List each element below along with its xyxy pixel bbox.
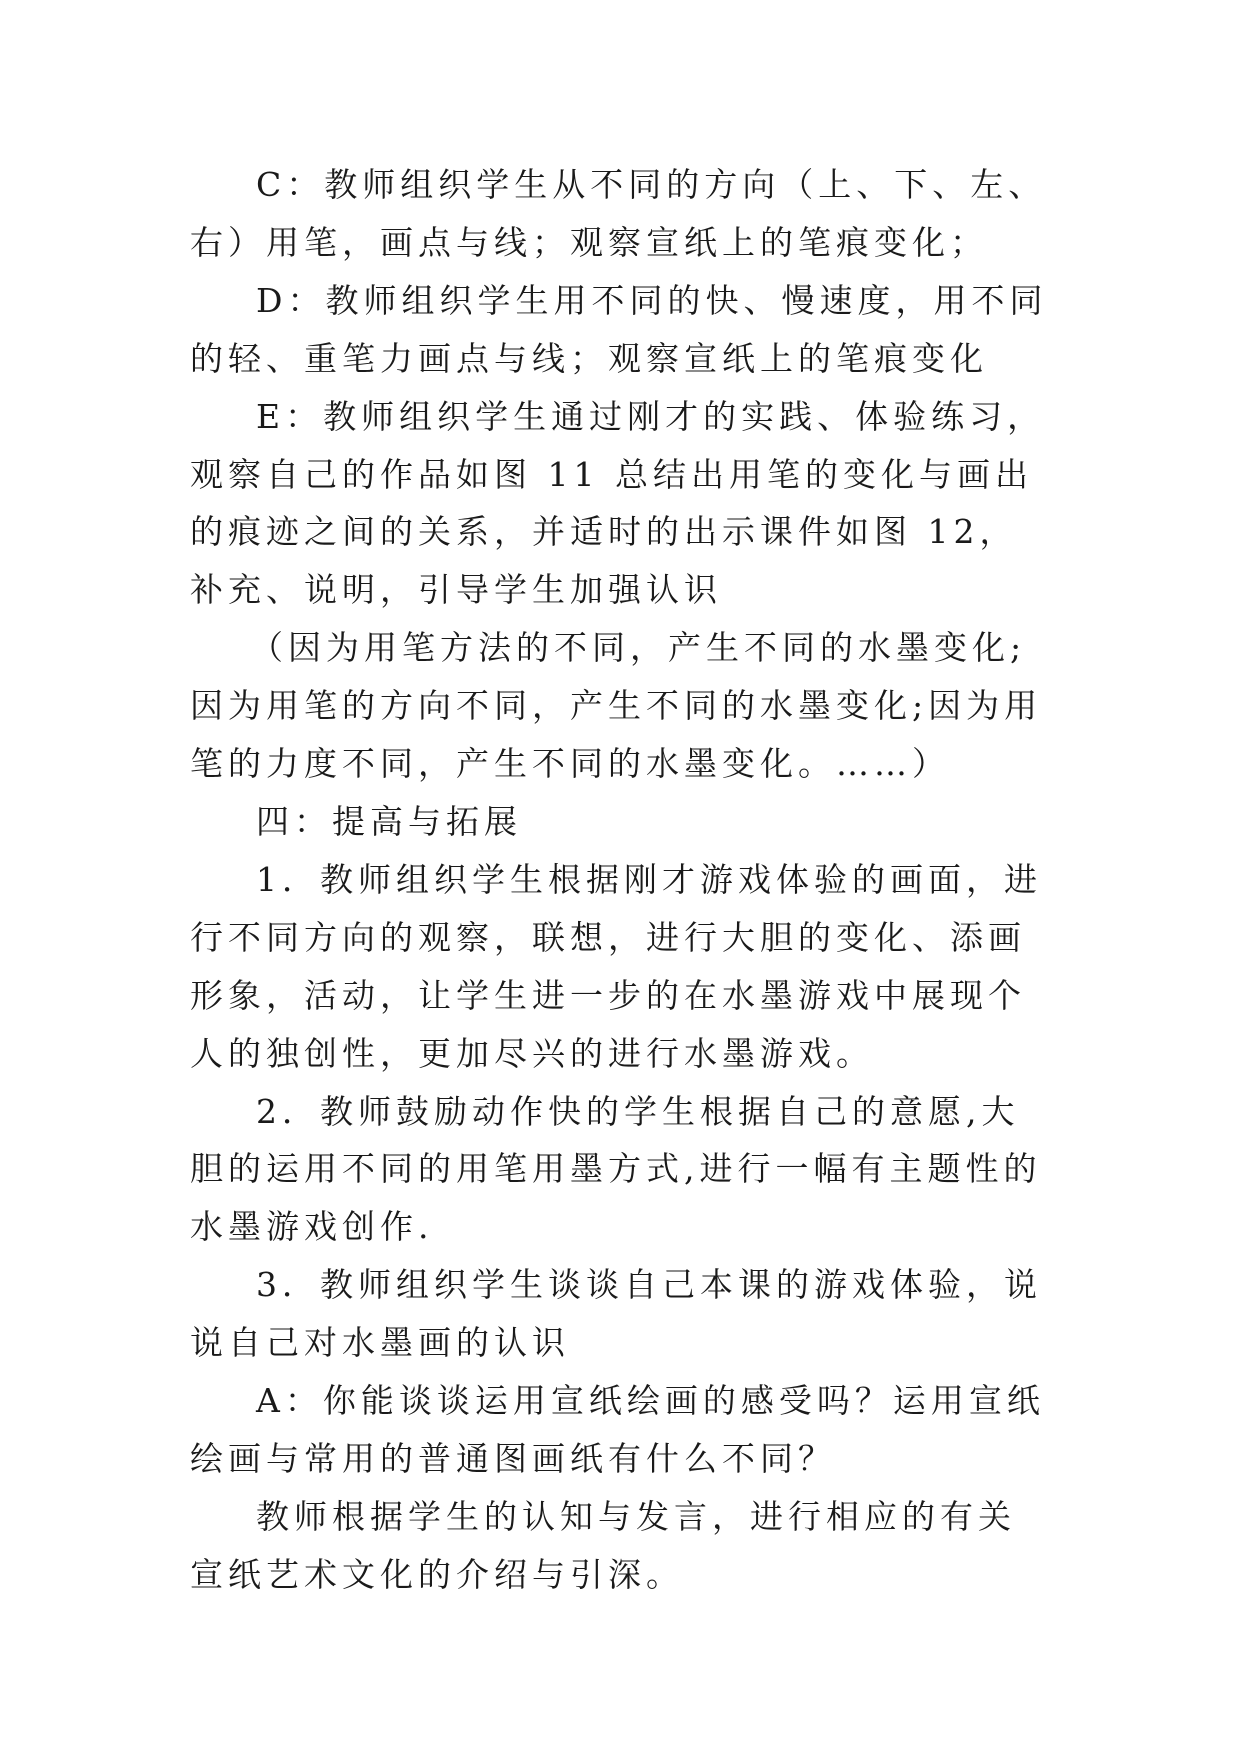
paragraph-item-1: 1．教师组织学生根据刚才游戏体验的画面，进行不同方向的观察，联想，进行大胆的变化、添画形象，活动，让学生进一步的在水墨游戏中展现个人的独创性，更加尽兴的进行水墨游戏。	[190, 859, 1042, 1073]
paragraph-d: D：教师组织学生用不同的快、慢速度，用不同的轻、重笔力画点与线；观察宣纸上的笔痕变化	[190, 280, 1048, 378]
section-heading: 四：提高与拓展	[256, 801, 522, 841]
document-body	[190, 156, 1050, 1604]
paragraph-item-3: 3．教师组织学生谈谈自己本课的游戏体验，说说自己对水墨画的认识	[190, 1265, 1042, 1363]
paragraph-e: E：教师组织学生通过刚才的实践、体验练习，观察自己的作品如图 11 总结出用笔的变化与画出的痕迹之间的关系，并适时的出示课件如图 12，补充、说明，引导学生加强认识	[190, 396, 1046, 610]
paragraph-c: C：教师组织学生从不同的方向（上、下、左、右）用笔，画点与线；观察宣纸上的笔痕变化；	[190, 165, 1047, 262]
paragraph-item-2: 2．教师鼓励动作快的学生根据自己的意愿,大胆的运用不同的用笔用墨方式,进行一幅有主题性的水墨游戏创作.	[190, 1091, 1042, 1247]
paragraph-question-a: A：你能谈谈运用宣纸绘画的感受吗？运用宣纸绘画与常用的普通图画纸有什么不同？	[190, 1381, 1045, 1478]
paragraph-note: （因为用笔方法的不同，产生不同的水墨变化;因为用笔的方向不同，产生不同的水墨变化;因为用笔的力度不同，产生不同的水墨变化。……）	[190, 628, 1043, 784]
paragraph-teacher: 教师根据学生的认知与发言，进行相应的有关宣纸艺术文化的介绍与引深。	[190, 1496, 1016, 1594]
